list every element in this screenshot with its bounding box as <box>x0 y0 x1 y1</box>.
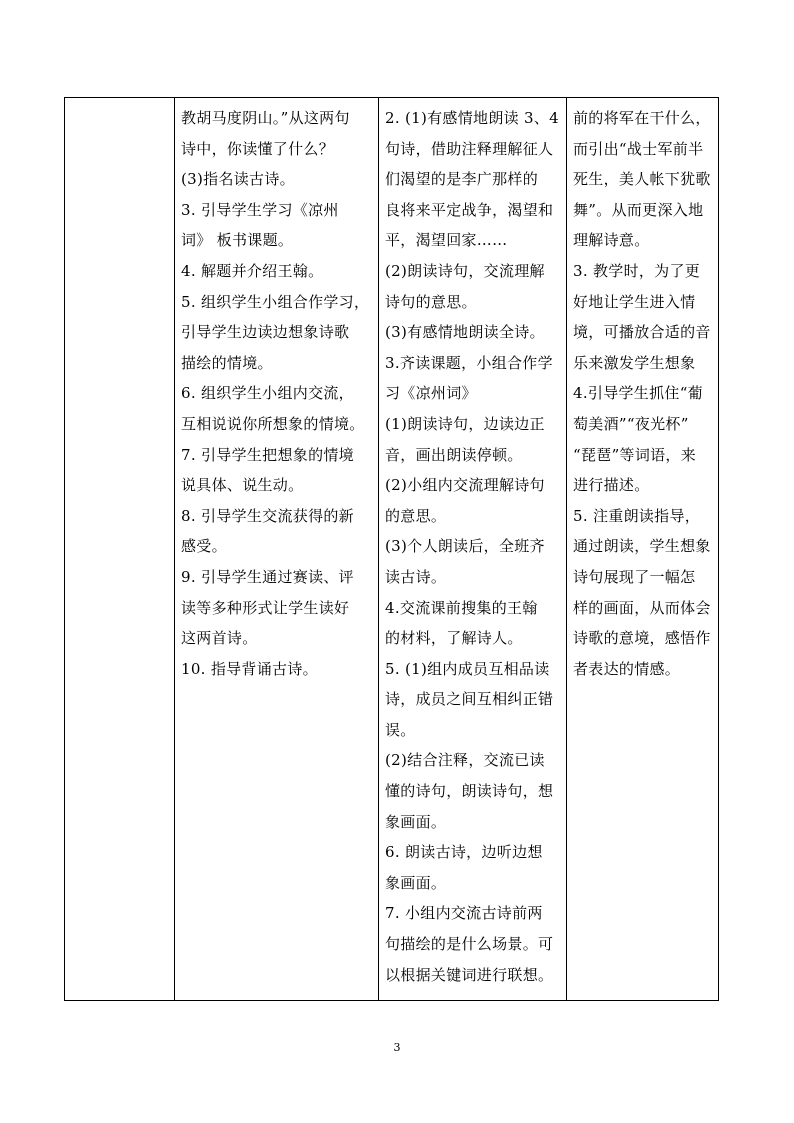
text-line: 7. 小组内交流古诗前两 <box>385 904 543 923</box>
text-line: 的材料，了解诗人。 <box>385 629 523 648</box>
text-line: 感受。 <box>181 537 227 556</box>
text-line: 读古诗。 <box>385 567 447 586</box>
text-line: 互相说说你所想象的情境。 <box>181 414 365 433</box>
text-line: 音，画出朗读停顿。 <box>385 445 523 464</box>
section-label-cell <box>65 98 175 1001</box>
text-line: 萄美酒”“夜光杯” <box>573 414 689 433</box>
text-line: 境，可播放合适的音 <box>573 323 711 342</box>
text-line: 教胡马度阴山。”从这两句 <box>181 109 350 127</box>
text-line: (1)朗读诗句，边读边正 <box>385 414 545 433</box>
lesson-plan-table <box>64 97 719 1001</box>
text-line: 者表达的情感。 <box>573 659 681 678</box>
text-line: 以根据关键词进行联想。 <box>385 965 554 984</box>
table-row <box>65 98 719 1001</box>
text-line: 5. 注重朗读指导， <box>573 506 701 525</box>
text-line: 的意思。 <box>385 506 447 525</box>
text-line: (3)有感情地朗读全诗。 <box>385 323 545 342</box>
text-line: 词》 板书课题。 <box>181 231 294 250</box>
text-line: 10. 指导背诵古诗。 <box>181 659 318 678</box>
text-line: 6. 朗读古诗，边听边想 <box>385 843 543 862</box>
text-line: 误。 <box>385 720 416 739</box>
text-line: 说具体、说生动。 <box>181 476 304 495</box>
text-line: 进行描述。 <box>573 476 650 495</box>
text-line: (2)结合注释，交流已读 <box>385 751 545 770</box>
text-line: 读等多种形式让学生读好 <box>181 598 350 617</box>
text-line: 而引出“战士军前半 <box>573 139 704 158</box>
text-line: 诗歌的意境，感悟作 <box>573 629 711 648</box>
text-line: 句诗，借助注释理解征人 <box>385 139 554 158</box>
text-line: 良将来平定战争，渴望和 <box>385 200 554 219</box>
text-line: 死生，美人帐下犹歌 <box>573 170 711 189</box>
text-line: 习《凉州词》 <box>385 384 477 403</box>
text-line: 5. 组织学生小组合作学习， <box>181 292 370 311</box>
text-line: 诗句的意思。 <box>385 292 477 311</box>
text-line: 3. 引导学生学习《凉州 <box>181 200 339 219</box>
text-line: 4.引导学生抓住“葡 <box>573 384 703 403</box>
text-line: (3)个人朗读后，全班齐 <box>385 537 545 556</box>
text-line: 描绘的情境。 <box>181 353 273 372</box>
text-line: 平，渴望回家…… <box>385 231 508 250</box>
text-line: 通过朗读，学生想象 <box>573 537 711 556</box>
text-line: 4. 解题并介绍王翰。 <box>181 261 324 280</box>
student-activity-cell <box>379 98 567 1001</box>
text-line: 7. 引导学生把想象的情境 <box>181 445 354 464</box>
text-line: 3.齐读课题，小组合作学 <box>385 353 553 372</box>
text-line: 这两首诗。 <box>181 629 258 648</box>
text-line: 乐来激发学生想象 <box>573 353 696 372</box>
text-line: 诗，成员之间互相纠正错 <box>385 690 554 709</box>
text-line: 懂的诗句，朗读诗句，想 <box>385 782 554 801</box>
text-line: 9. 引导学生通过赛读、评 <box>181 567 354 586</box>
text-line: 前的将军在干什么， <box>573 109 711 127</box>
text-line: (2)朗读诗句，交流理解 <box>385 261 545 280</box>
text-line: 理解诗意。 <box>573 231 650 250</box>
text-line: 8. 引导学生交流获得的新 <box>181 506 354 525</box>
text-line: 象画面。 <box>385 873 447 892</box>
page-number: 3 <box>393 1041 401 1054</box>
text-line: (2)小组内交流理解诗句 <box>385 476 545 495</box>
text-line: 4.交流课前搜集的王翰 <box>385 598 538 617</box>
design-intent-cell <box>567 98 719 1001</box>
text-line: 5. (1)组内成员互相品读 <box>385 659 550 678</box>
text-line: 2. (1)有感情地朗读 3、4 <box>385 109 559 127</box>
text-line: 诗中，你读懂了什么？ <box>181 139 335 158</box>
text-line: 好地让学生进入情 <box>573 292 696 311</box>
text-line: “琵琶”等词语，来 <box>573 445 697 464</box>
teacher-activity-cell <box>175 98 379 1001</box>
text-line: 引导学生边读边想象诗歌 <box>181 323 350 342</box>
text-line: 诗句展现了一幅怎 <box>573 567 696 586</box>
text-line: 象画面。 <box>385 812 447 831</box>
text-line: 样的画面，从而体会 <box>573 598 711 617</box>
text-line: (3)指名读古诗。 <box>181 170 295 189</box>
text-line: 舞”。从而更深入地 <box>573 200 704 219</box>
text-line: 3. 教学时，为了更 <box>573 261 701 280</box>
text-line: 6. 组织学生小组内交流， <box>181 384 354 403</box>
text-line: 句描绘的是什么场景。可 <box>385 935 554 954</box>
text-line: 们渴望的是李广那样的 <box>385 170 539 189</box>
